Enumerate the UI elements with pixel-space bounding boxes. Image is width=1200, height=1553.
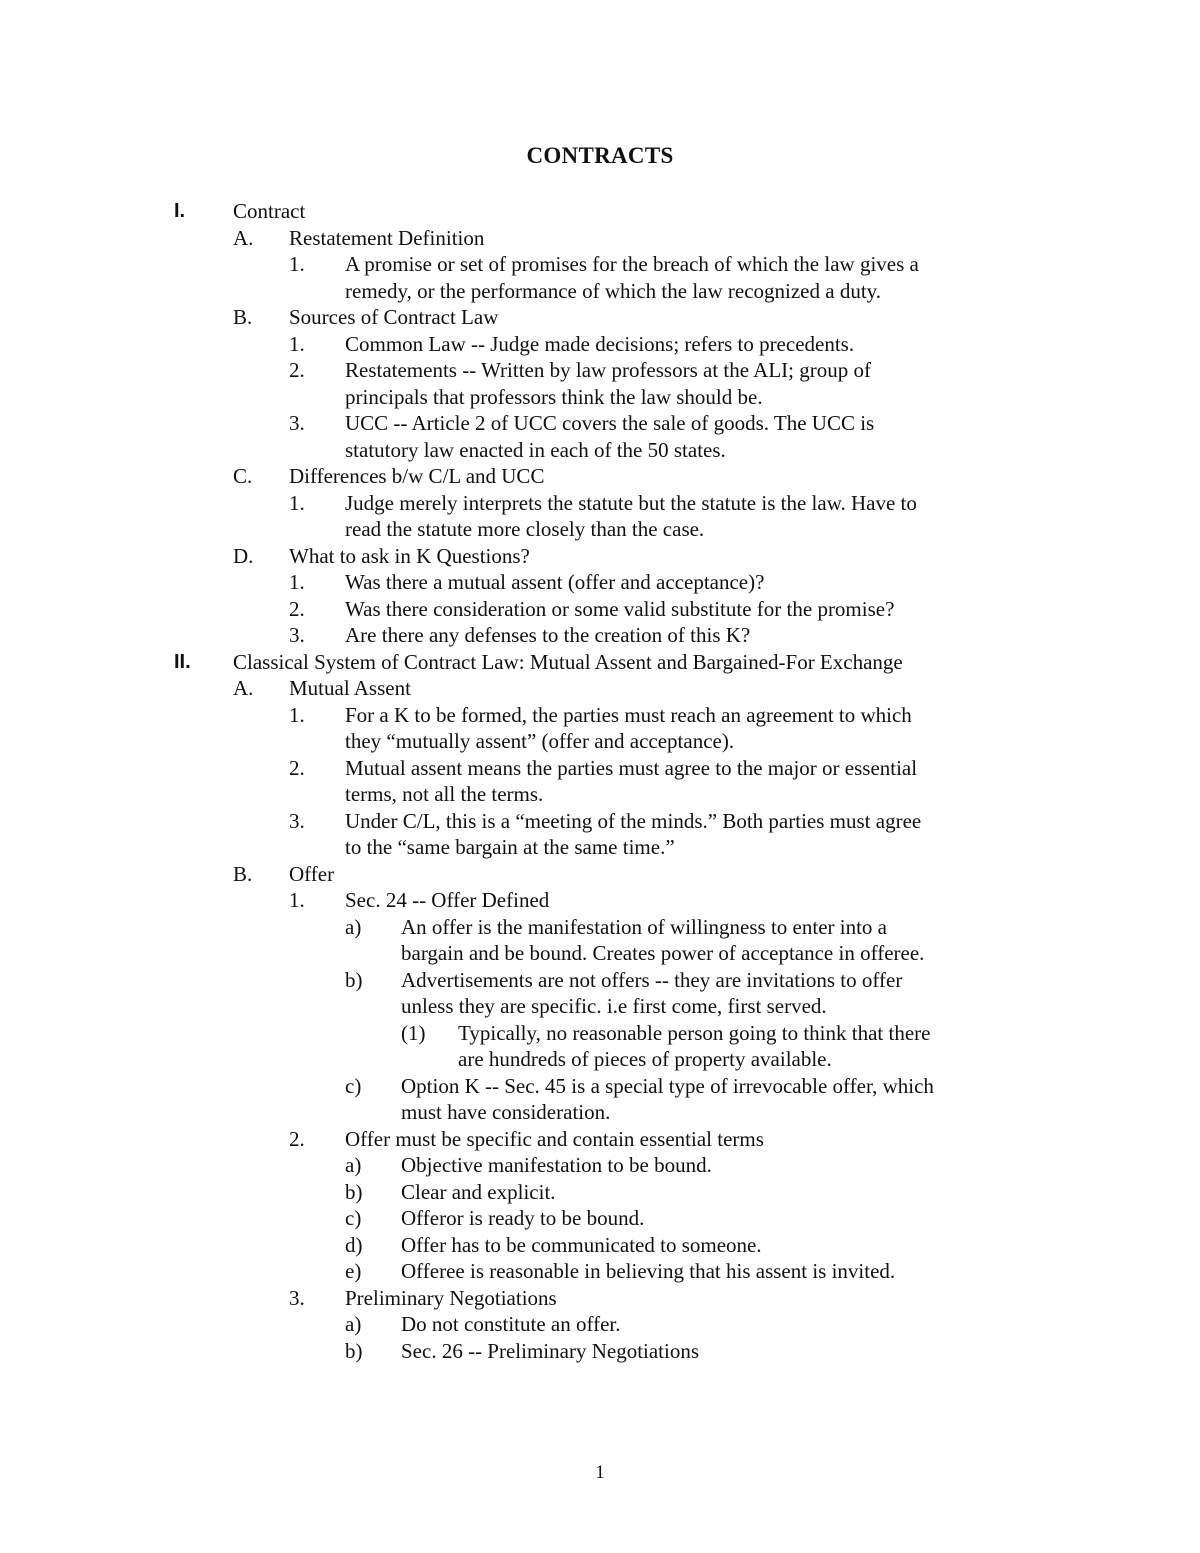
- outline-marker: b): [345, 967, 363, 992]
- outline-line: [0, 1152, 1200, 1179]
- outline-line: [0, 1258, 1200, 1285]
- outline-marker: d): [345, 1232, 363, 1257]
- outline-text: bargain and be bound. Creates power of acceptance in offeree.: [401, 941, 925, 965]
- outline-text: Sources of Contract Law: [289, 305, 499, 329]
- outline-line: [0, 1179, 1200, 1206]
- outline-marker: C.: [233, 464, 253, 488]
- outline-line: [0, 331, 1200, 358]
- outline-text: What to ask in K Questions?: [289, 543, 530, 568]
- outline-line: [0, 251, 1200, 278]
- outline-text: Offeror is ready to be bound.: [401, 1206, 645, 1230]
- outline-text: they “mutually assent” (offer and acceptance).: [345, 729, 735, 753]
- outline-text: Are there any defenses to the creation of this K?: [345, 623, 751, 647]
- outline-marker: II.: [174, 650, 191, 673]
- outline-line: [0, 993, 1200, 1020]
- outline-line: [0, 622, 1200, 649]
- outline-marker: 2.: [289, 358, 305, 382]
- outline-text: principals that professors think the law should be.: [345, 384, 763, 409]
- outline-marker: A.: [233, 225, 254, 250]
- outline-marker: 3.: [289, 1285, 305, 1310]
- outline-marker: c): [345, 1206, 362, 1230]
- outline-line: [0, 384, 1200, 411]
- outline-line: [0, 198, 1200, 225]
- outline-text: remedy, or the performance of which the law recognized a duty.: [345, 278, 882, 303]
- outline-text: Objective manifestation to be bound.: [401, 1153, 712, 1177]
- outline-marker: 1.: [289, 888, 305, 912]
- outline-line: [0, 649, 1200, 676]
- outline-line: [0, 781, 1200, 808]
- outline-marker: e): [345, 1259, 362, 1283]
- outline-text: An offer is the manifestation of willingness to enter into a: [401, 914, 888, 939]
- outline-marker: (1): [401, 1020, 426, 1045]
- outline-marker: 3.: [289, 623, 305, 647]
- outline-marker: 2.: [289, 755, 305, 780]
- outline-marker: I.: [174, 200, 186, 222]
- outline-text: Offeree is reasonable in believing that his assent is invited.: [401, 1259, 896, 1283]
- outline-text: Classical System of Contract Law: Mutual Assent and Bargained-For Exchange: [233, 649, 903, 674]
- outline-text: must have consideration.: [401, 1100, 611, 1124]
- outline-marker: 1.: [289, 702, 305, 727]
- outline-line: [0, 410, 1200, 437]
- outline-line: [0, 728, 1200, 755]
- outline-line: [0, 1232, 1200, 1259]
- outline-text: Typically, no reasonable person going to think that there: [458, 1020, 931, 1045]
- outline-line: [0, 569, 1200, 596]
- outline-text: to the “same bargain at the same time.”: [345, 835, 675, 859]
- outline-text: Contract: [233, 199, 306, 223]
- outline-text: are hundreds of pieces of property available.: [458, 1047, 832, 1071]
- outline-marker: b): [345, 1338, 363, 1363]
- outline-line: [0, 225, 1200, 252]
- outline-text: Offer: [289, 861, 335, 886]
- outline-marker: 2.: [289, 1126, 305, 1151]
- outline-line: [0, 887, 1200, 914]
- outline-marker: 2.: [289, 596, 305, 621]
- outline-line: [0, 437, 1200, 464]
- outline-marker: B.: [233, 861, 253, 886]
- outline-marker: A.: [233, 676, 254, 700]
- outline-line: [0, 304, 1200, 331]
- outline-text: Differences b/w C/L and UCC: [289, 464, 545, 488]
- outline-marker: 1.: [289, 252, 305, 276]
- outline-text: A promise or set of promises for the breach of which the law gives a: [345, 252, 919, 276]
- outline-line: [0, 675, 1200, 702]
- outline-text: terms, not all the terms.: [345, 782, 544, 806]
- outline-line: [0, 1338, 1200, 1365]
- outline-marker: 3.: [289, 808, 305, 833]
- outline-marker: 1.: [289, 570, 305, 594]
- outline-marker: 1.: [289, 331, 305, 356]
- outline-line: [0, 702, 1200, 729]
- outline-text: Mutual assent means the parties must agree to the major or essential: [345, 755, 918, 780]
- outline-line: [0, 914, 1200, 941]
- outline-text: Sec. 24 -- Offer Defined: [345, 888, 550, 912]
- outline-text: Clear and explicit.: [401, 1179, 556, 1204]
- outline-list: [0, 198, 1200, 1364]
- outline-marker: D.: [233, 543, 254, 568]
- outline-line: [0, 861, 1200, 888]
- outline-text: unless they are specific. i.e first come, first served.: [401, 994, 827, 1018]
- outline-text: Offer has to be communicated to someone.: [401, 1232, 762, 1257]
- outline-marker: c): [345, 1073, 362, 1098]
- outline-text: Was there consideration or some valid substitute for the promise?: [345, 596, 895, 621]
- outline-marker: B.: [233, 305, 253, 329]
- outline-line: [0, 490, 1200, 517]
- outline-text: Mutual Assent: [289, 676, 411, 700]
- outline-line: [0, 1020, 1200, 1047]
- outline-text: Judge merely interprets the statute but the statute is the law. Have to: [345, 490, 917, 515]
- outline-text: For a K to be formed, the parties must reach an agreement to which: [345, 702, 912, 727]
- outline-text: Restatements -- Written by law professors at the ALI; group of: [345, 358, 871, 382]
- outline-line: [0, 1099, 1200, 1126]
- outline-line: [0, 543, 1200, 570]
- outline-line: [0, 596, 1200, 623]
- outline-marker: b): [345, 1179, 363, 1204]
- outline-line: [0, 357, 1200, 384]
- outline-text: Common Law -- Judge made decisions; refers to precedents.: [345, 331, 855, 356]
- outline-line: [0, 1205, 1200, 1232]
- outline-text: Sec. 26 -- Preliminary Negotiations: [401, 1338, 700, 1363]
- outline-text: Do not constitute an offer.: [401, 1312, 621, 1336]
- page-number: 1: [595, 1462, 605, 1483]
- outline-line: [0, 967, 1200, 994]
- outline-line: [0, 1285, 1200, 1312]
- outline-marker: 3.: [289, 411, 305, 435]
- outline-line: [0, 940, 1200, 967]
- outline-text: read the statute more closely than the case.: [345, 517, 705, 541]
- outline-marker: 1.: [289, 490, 305, 515]
- document-title: CONTRACTS: [526, 143, 674, 168]
- outline-text: Advertisements are not offers -- they are invitations to offer: [401, 967, 903, 992]
- outline-marker: a): [345, 1153, 362, 1177]
- outline-marker: a): [345, 914, 362, 939]
- outline-line: [0, 1073, 1200, 1100]
- outline-line: [0, 1126, 1200, 1153]
- outline-text: Restatement Definition: [289, 225, 485, 250]
- outline-line: [0, 1311, 1200, 1338]
- outline-line: [0, 808, 1200, 835]
- outline-text: statutory law enacted in each of the 50 states.: [345, 437, 726, 462]
- outline-line: [0, 834, 1200, 861]
- outline-text: Under C/L, this is a “meeting of the minds.” Both parties must agree: [345, 808, 922, 833]
- outline-text: Offer must be specific and contain essential terms: [345, 1126, 764, 1151]
- outline-line: [0, 1046, 1200, 1073]
- outline-text: Preliminary Negotiations: [345, 1285, 557, 1310]
- outline-line: [0, 278, 1200, 305]
- outline-text: Was there a mutual assent (offer and acceptance)?: [345, 570, 765, 594]
- outline-marker: a): [345, 1312, 362, 1336]
- outline-line: [0, 755, 1200, 782]
- outline-text: Option K -- Sec. 45 is a special type of irrevocable offer, which: [401, 1073, 934, 1098]
- outline-line: [0, 463, 1200, 490]
- outline-text: UCC -- Article 2 of UCC covers the sale of goods. The UCC is: [345, 411, 875, 435]
- outline-line: [0, 516, 1200, 543]
